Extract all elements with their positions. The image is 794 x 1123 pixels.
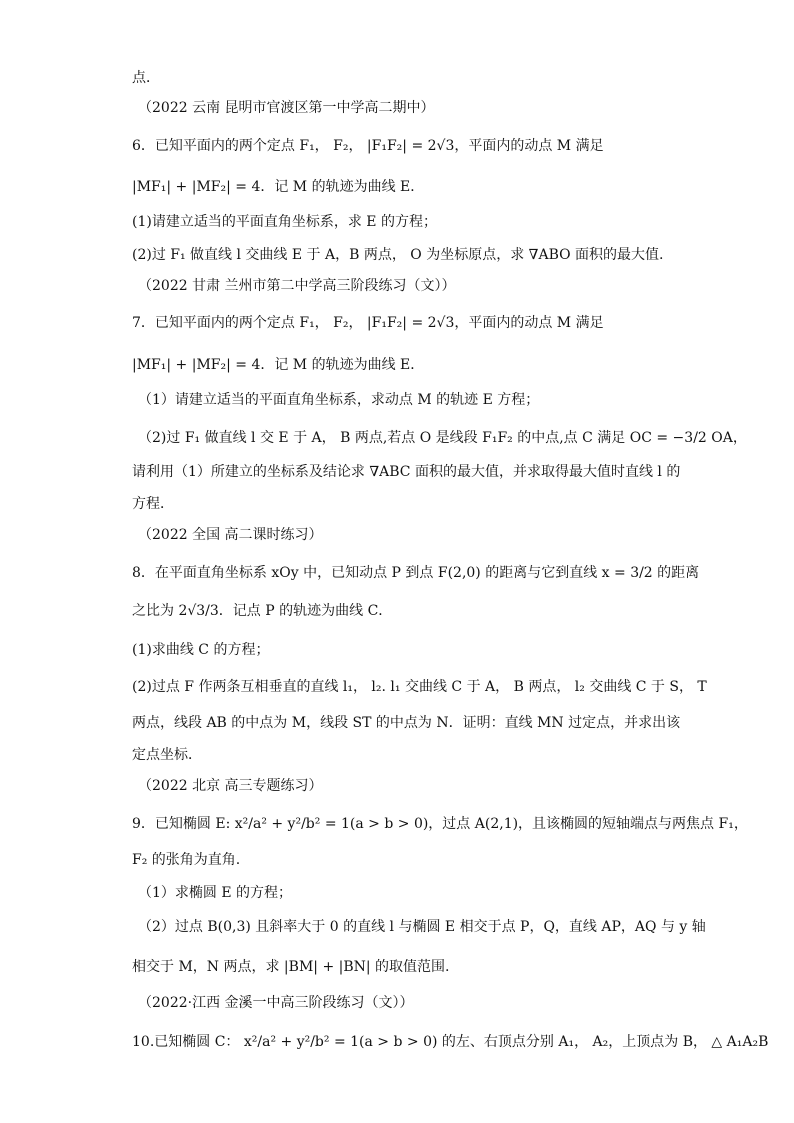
problem-6-stem: 6．已知平面内的两个定点 F₁， F₂， |F₁F₂| = 2√3，平面内的动点 M 满足: [132, 138, 604, 154]
problem-9-stem-cont: F₂ 的张角为直角.: [132, 852, 241, 868]
problem-10-stem: 10.已知椭圆 C： x²/a² + y²/b² = 1(a > b > 0) 的左、右顶点分别 A₁， A₂，上顶点为 B， △ A₁A₂B: [132, 1034, 769, 1050]
problem-9-stem: 9．已知椭圆 E: x²/a² + y²/b² = 1(a > b > 0)，过点 A(2,1)，且该椭圆的短轴端点与两焦点 F₁，: [132, 816, 748, 832]
problem-7-part-1: （1）请建立适当的平面直角坐标系，求动点 M 的轨迹 E 方程；: [138, 392, 540, 408]
problem-8-part-2: (2)过点 F 作两条互相垂直的直线 l₁， l₂. l₁ 交曲线 C 于 A， B 两点， l₂ 交曲线 C 于 S， T: [132, 679, 707, 695]
problem-6-part-2: (2)过 F₁ 做直线 l 交曲线 E 于 A，B 两点， O 为坐标原点，求 ∇ABO 面积的最大值.: [132, 247, 664, 263]
problem-9-part-2-cont: 相交于 M，N 两点，求 |BM| + |BN| 的取值范围.: [132, 959, 450, 975]
problem-9-part-1: （1）求椭圆 E 的方程；: [138, 885, 293, 901]
problem-8-part-2-cont: 两点，线段 AB 的中点为 M，线段 ST 的中点为 N．证明：直线 MN 过定点，并求出该: [132, 715, 681, 731]
source-note: （2022 云南 昆明市官渡区第一中学高二期中）: [138, 100, 435, 116]
problem-9-part-2: （2）过点 B(0,3) 且斜率大于 0 的直线 l 与椭圆 E 相交于点 P，Q，直线 AP，AQ 与 y 轴: [138, 919, 706, 935]
problem-7-part-2-end: 方程．: [132, 496, 174, 512]
text-line: 点．: [132, 70, 160, 86]
problem-8-part-2-end: 定点坐标．: [132, 747, 202, 763]
problem-6-condition: |MF₁| + |MF₂| = 4．记 M 的轨迹为曲线 E．: [132, 179, 425, 195]
source-note: （2022 全国 高二课时练习）: [138, 527, 323, 543]
problem-7-condition: |MF₁| + |MF₂| = 4．记 M 的轨迹为曲线 E．: [132, 357, 425, 373]
problem-8-ratio: 之比为 2√3/3．记点 P 的轨迹为曲线 C．: [132, 603, 393, 619]
source-note: （2022 甘肃 兰州市第二中学高三阶段练习（文））: [138, 278, 456, 294]
source-note: （2022 北京 高三专题练习）: [138, 778, 323, 794]
problem-6-part-1: (1)请建立适当的平面直角坐标系，求 E 的方程；: [132, 214, 437, 230]
problem-7-part-2-cont: 请利用（1）所建立的坐标系及结论求 ∇ABC 面积的最大值，并求取得最大值时直线 l 的: [132, 464, 681, 480]
source-note: （2022·江西 金溪一中高三阶段练习（文））: [138, 995, 414, 1011]
problem-7-part-2: （2)过 F₁ 做直线 l 交 E 于 A， B 两点,若点 O 是线段 F₁F₂ 的中点,点 C 满足 OC = −3/2 OA，: [138, 430, 747, 446]
problem-8-stem: 8．在平面直角坐标系 xOy 中，已知动点 P 到点 F(2,0) 的距离与它到直线 x = 3/2 的距离: [132, 565, 700, 581]
problem-7-stem: 7．已知平面内的两个定点 F₁， F₂， |F₁F₂| = 2√3，平面内的动点 M 满足: [132, 315, 604, 331]
problem-8-part-1: (1)求曲线 C 的方程；: [132, 642, 270, 658]
